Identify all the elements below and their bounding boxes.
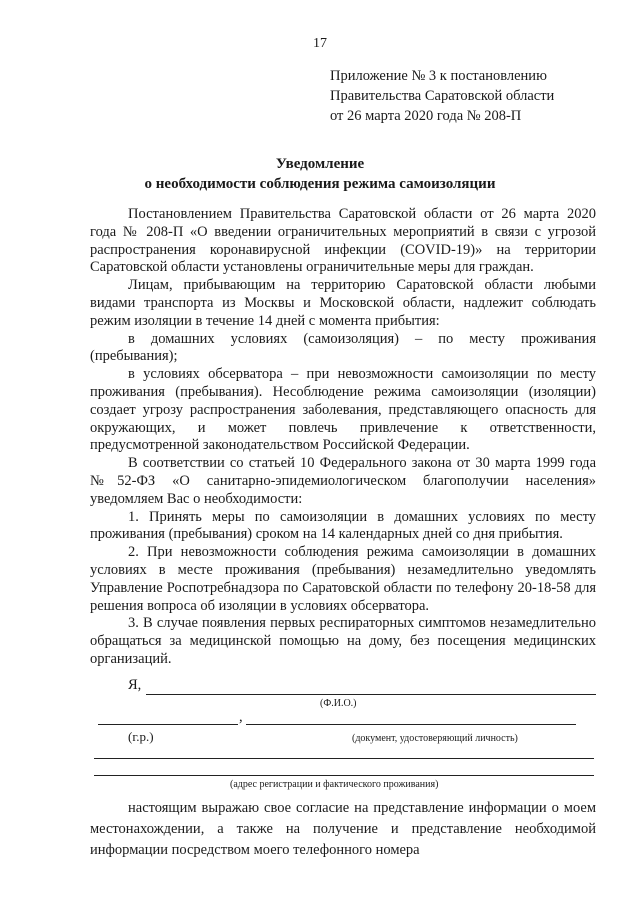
paragraph-arrivals: Лицам, прибывающим на территорию Саратовской области любыми видами транспорта из Москвы и Московской области, надлежит соблюдать режим изоляции в течение 14 дней с момента прибытия:: [90, 277, 596, 329]
appendix-line-3: от 26 марта 2020 года № 208-П: [330, 108, 522, 124]
address-caption: (адрес регистрации и фактического проживания): [230, 779, 439, 790]
fio-field[interactable]: [146, 694, 596, 695]
paragraph-observator: в условиях обсерватора – при невозможности самоизоляции по месту проживания (пребывания). Несоблюдение режима самоизоляции (изоляции) создает угрозу распространения заболевания, представляющего опасность для окружающих, и может повлечь привлечение к ответственности, предусмотренной законодательством Российской Федерации.: [90, 366, 596, 454]
fio-caption: (Ф.И.О.): [320, 698, 357, 709]
title-line-2: о необходимости соблюдения режима самоизоляции: [144, 176, 496, 192]
paragraph-home-isolation: в домашних условиях (самоизоляция) – по месту проживания (пребывания);: [90, 330, 596, 365]
paragraph-law-reference: В соответствии со статьей 10 Федерального закона от 30 марта 1999 года №52-ФЗ «О санитарно-эпидемиологическом благополучии населения» уведомляем Вас о необходимости:: [90, 455, 596, 507]
birth-year-caption: (г.р.): [128, 729, 154, 744]
document-body: [90, 206, 596, 669]
title-line-1: Уведомление: [275, 156, 365, 172]
paragraph-item-3: 3. В случае появления первых респираторных симптомов незамедлительно обращаться за медицинской помощью на дому, без посещения медицинских организаций.: [90, 615, 596, 667]
appendix-reference: [330, 66, 554, 126]
paragraph-item-2: 2. При невозможности соблюдения режима самоизоляции в домашних условиях в месте проживания (пребывания) незамедлительно уведомлять Управление Роспотребнадзора по Саратовской области по телефону 20-18-58 для решения вопроса об изоляции в условиях обсерватора.: [90, 544, 596, 614]
address-field-line-2[interactable]: [94, 775, 594, 776]
identity-document-field[interactable]: [246, 724, 576, 725]
paragraph-intro: Постановлением Правительства Саратовской области от 26 марта 2020 года № 208-П «О введении ограничительных мероприятий в связи с угрозой распространения коронавирусной инфекции (COVID-19)» на территории Саратовской области установлены ограничительные меры для граждан.: [90, 206, 596, 276]
appendix-line-1: Приложение № 3 к постановлению: [330, 68, 547, 84]
paragraph-item-1: 1. Принять меры по самоизоляции в домашних условиях по месту проживания (пребывания) сроком на 14 календарных дней со дня прибытия.: [90, 508, 596, 543]
consent-statement: [90, 798, 596, 861]
address-field-line-1[interactable]: [94, 758, 594, 759]
birth-year-field[interactable]: [98, 724, 238, 725]
consent-text: настоящим выражаю свое согласие на представление информации о моем местонахождении, а также на получение и представление необходимой информации посредством моего телефонного номера: [90, 800, 596, 858]
comma-separator: ,: [239, 709, 243, 725]
identity-document-caption: (документ, удостоверяющий личность): [352, 733, 518, 744]
page-number: 17: [313, 36, 327, 51]
appendix-line-2: Правительства Саратовской области: [330, 88, 555, 104]
document-title: [0, 154, 640, 194]
ya-label: Я,: [128, 677, 142, 693]
